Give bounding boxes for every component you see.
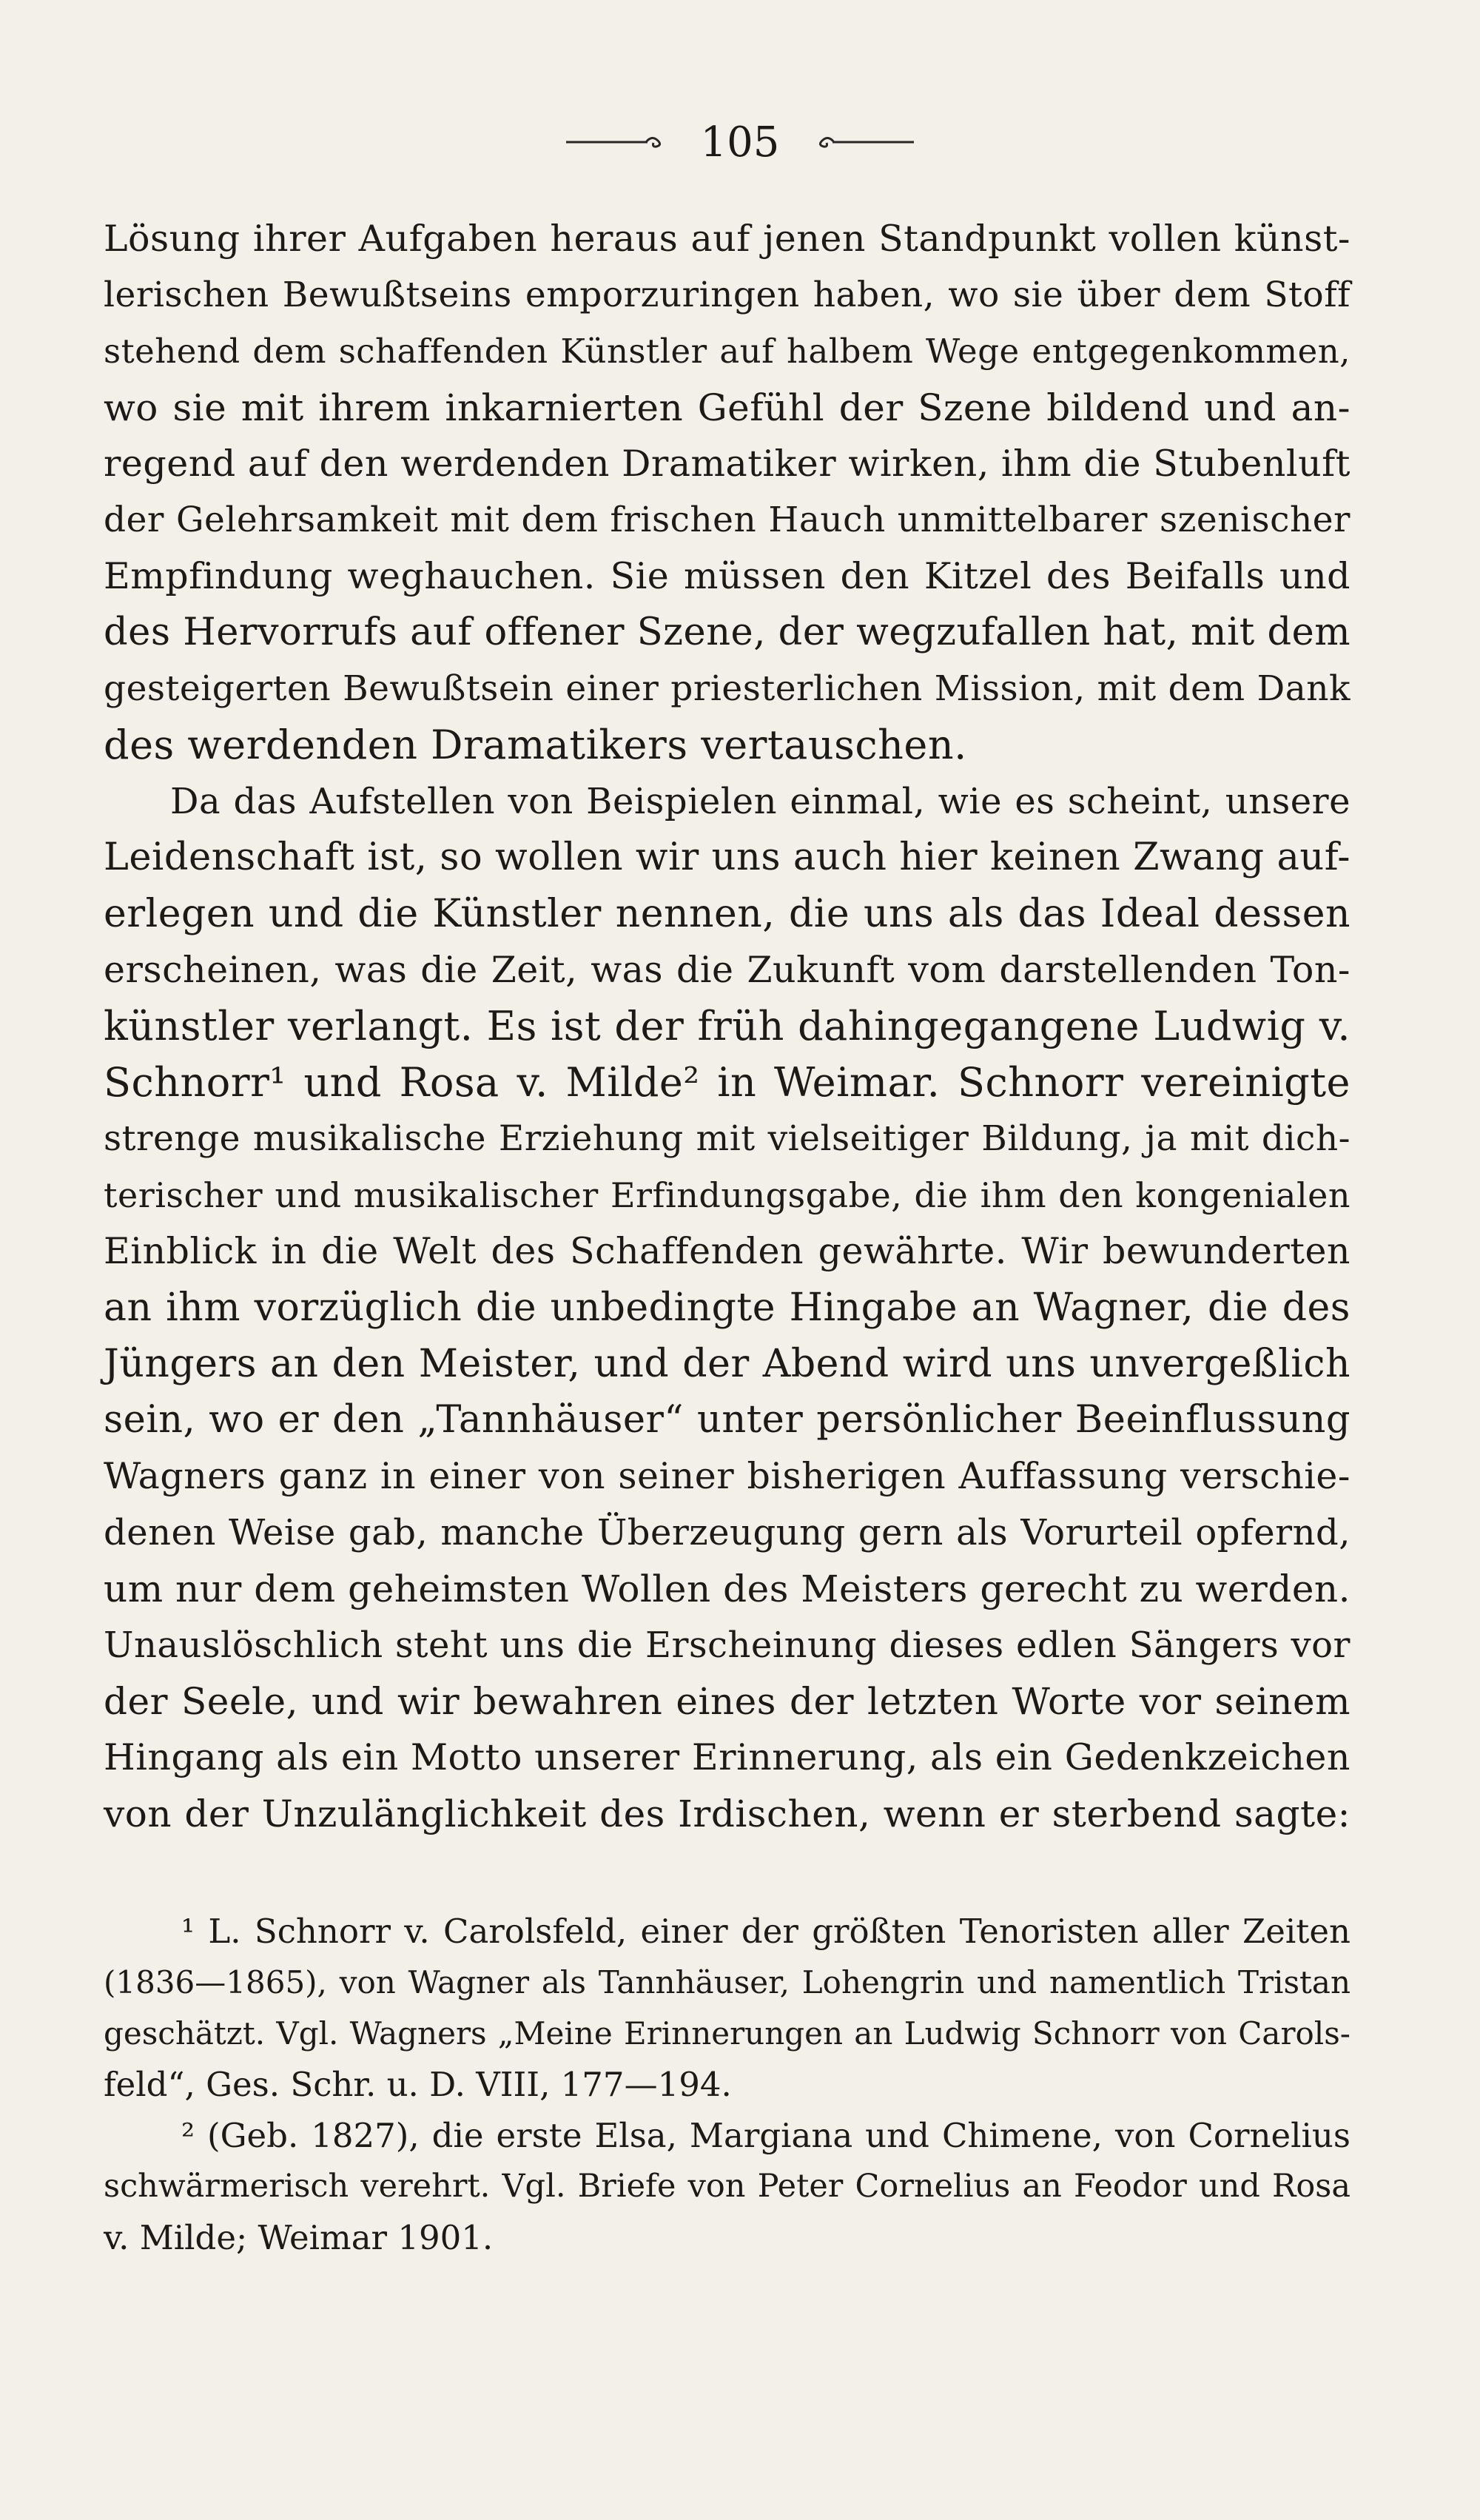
footnote-2-line: v. Milde; Weimar 1901. [104,2218,494,2257]
text-line: lerischen Bewußtseins emporzuringen haben, wo sie über dem Stoff [104,275,1350,315]
footnote-2-line: ² (Geb. 1827), die erste Elsa, Margiana und Chimene, von Cornelius [181,2116,1350,2155]
text-line: Schnorr¹ und Rosa v. Milde² in Weimar. Schnorr vereinigte [104,1059,1350,1106]
right-ornament-icon [810,131,914,153]
text-line: des Hervorrufs auf offener Szene, der wegzufallen hat, mit dem [104,611,1351,654]
text-line: der Seele, und wir bewahren eines der letzten Worte vor seinem [104,1680,1350,1723]
main-text [104,211,1350,1842]
text-line: Da das Aufstellen von Beispielen einmal, wie es scheint, unsere [170,781,1350,822]
text-line: erscheinen, was die Zeit, was die Zukunft vom darstellenden Ton- [104,949,1350,991]
text-line: erlegen und die Künstler nennen, die uns als das Ideal dessen [104,892,1350,936]
footnote-1-line: ¹ L. Schnorr v. Carolsfeld, einer der größten Tenoristen aller Zeiten [181,1912,1350,1951]
page-number: 105 [700,118,780,167]
text-line: strenge musikalische Erziehung mit vielseitiger Bildung, ja mit dich- [104,1118,1350,1159]
text-line: Lösung ihrer Aufgaben heraus auf jenen Standpunkt vollen künst- [104,218,1350,260]
text-line: Jüngers an den Meister, und der Abend wird uns unvergeßlich [104,1342,1350,1386]
text-line: Wagners ganz in einer von seiner bisherigen Auffassung verschie- [104,1455,1350,1497]
text-line: denen Weise gab, manche Überzeugung gern als Vorurteil opfernd, [104,1512,1350,1553]
text-line: wo sie mit ihrem inkarnierten Gefühl der Szene bildend und an- [104,386,1350,429]
footnotes [104,1906,1350,2263]
text-line: der Gelehrsamkeit mit dem frischen Hauch unmittelbarer szenischer [104,500,1350,540]
text-line: an ihm vorzüglich die unbedingte Hingabe an Wagner, die des [104,1286,1350,1330]
text-line: gesteigerten Bewußtsein einer priesterlichen Mission, mit dem Dank [104,668,1350,709]
text-line: stehend dem schaffenden Künstler auf halbem Wege entgegenkommen, [104,332,1350,371]
text-line: von der Unzulänglichkeit des Irdischen, wenn er sterbend sagte: [104,1792,1350,1835]
footnote-2-line: schwärmerisch verehrt. Vgl. Briefe von Peter Cornelius an Feodor und Rosa [104,2168,1350,2205]
text-line: Unauslöschlich steht uns die Erscheinung dieses edlen Sängers vor [104,1624,1350,1666]
text-line: terischer und musikalischer Erfindungsgabe, die ihm den kongenialen [104,1175,1350,1215]
text-line: um nur dem geheimsten Wollen des Meisters gerecht zu werden. [104,1568,1351,1610]
footnote-1-line: feld“, Ges. Schr. u. D. VIII, 177—194. [104,2065,732,2104]
text-line: sein, wo er den „Tannhäuser“ unter persönlicher Beeinflussung [104,1398,1350,1442]
text-line: künstler verlangt. Es ist der früh dahingegangene Ludwig v. [104,1003,1350,1049]
page-header [0,112,1480,172]
text-line: Leidenschaft ist, so wollen wir uns auch hier keinen Zwang auf- [104,836,1350,879]
footnote-1-line: (1836—1865), von Wagner als Tannhäuser, Lohengrin und namentlich Tristan [104,1964,1350,2000]
footnote-1-line: geschätzt. Vgl. Wagners „Meine Erinnerungen an Ludwig Schnorr von Carols- [104,2015,1350,2052]
text-line: Hingang als ein Motto unserer Erinnerung, als ein Gedenkzeichen [104,1736,1350,1778]
text-line: Einblick in die Welt des Schaffenden gewährte. Wir bewunderten [104,1230,1350,1272]
text-line: regend auf den werdenden Dramatiker wirken, ihm die Stubenluft [104,443,1350,485]
text-line: Empfindung weghauchen. Sie müssen den Kitzel des Beifalls und [104,555,1350,597]
left-ornament-icon [566,131,670,153]
text-line: des werdenden Dramatikers vertauschen. [104,722,967,768]
